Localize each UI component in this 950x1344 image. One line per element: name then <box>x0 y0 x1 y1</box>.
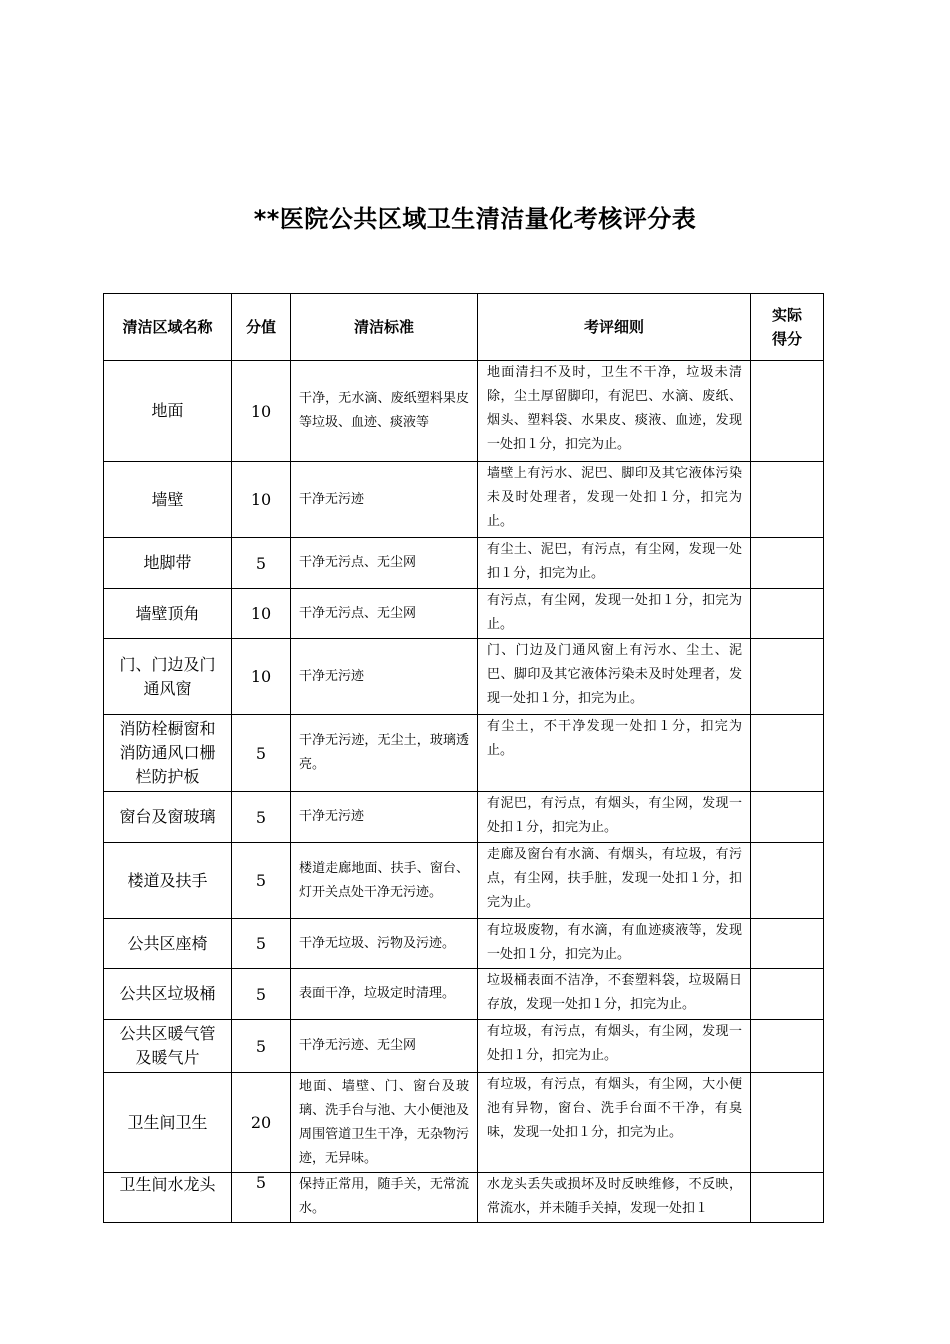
detail-cell: 有垃圾废物，有水滴，有血迹痰液等，发现一处扣１分，扣完为止。 <box>478 919 751 969</box>
standard-cell: 干净无污迹 <box>291 462 478 538</box>
table-row <box>104 589 824 639</box>
detail-cell: 有尘土、泥巴，有污点，有尘网，发现一处扣１分，扣完为止。 <box>478 538 751 589</box>
actual-score-cell[interactable] <box>751 1173 824 1223</box>
actual-score-cell[interactable] <box>751 538 824 589</box>
detail-cell: 水龙头丢失或损坏及时反映维修，不反映，常流水，并未随手关掉，发现一处扣１ <box>478 1173 751 1223</box>
standard-cell: 干净无污迹 <box>291 792 478 843</box>
table-row <box>104 1173 824 1223</box>
table-row <box>104 969 824 1020</box>
standard-cell: 干净无污迹 <box>291 639 478 715</box>
actual-score-cell[interactable] <box>751 969 824 1020</box>
detail-cell: 有尘土，不干净发现一处扣１分，扣完为止。 <box>478 715 751 792</box>
table-header-row <box>104 294 824 361</box>
detail-cell: 有泥巴，有污点，有烟头，有尘网，发现一处扣１分，扣完为止。 <box>478 792 751 843</box>
area-cell: 门、门边及门通风窗 <box>104 639 232 715</box>
table-row <box>104 361 824 462</box>
area-cell: 地面 <box>104 361 232 462</box>
score-cell: 20 <box>232 1073 291 1173</box>
detail-cell: 有污点，有尘网，发现一处扣１分，扣完为止。 <box>478 589 751 639</box>
table-row <box>104 538 824 589</box>
actual-score-cell[interactable] <box>751 1020 824 1073</box>
area-cell: 公共区垃圾桶 <box>104 969 232 1020</box>
score-cell: 10 <box>232 462 291 538</box>
actual-score-cell[interactable] <box>751 792 824 843</box>
standard-cell: 表面干净，垃圾定时清理。 <box>291 969 478 1020</box>
score-cell: 5 <box>232 843 291 919</box>
standard-cell: 干净无垃圾、污物及污迹。 <box>291 919 478 969</box>
score-cell: 5 <box>232 919 291 969</box>
score-cell: 5 <box>232 1173 291 1223</box>
score-cell: 5 <box>232 969 291 1020</box>
header-area: 清洁区域名称 <box>104 294 232 361</box>
detail-cell: 墙壁上有污水、泥巴、脚印及其它液体污染未及时处理者，发现一处扣１分，扣完为止。 <box>478 462 751 538</box>
detail-cell: 有垃圾，有污点，有烟头，有尘网，大小便池有异物，窗台、洗手台面不干净，有臭味，发现一处扣１分，扣完为止。 <box>478 1073 751 1173</box>
standard-cell: 楼道走廊地面、扶手、窗台、灯开关点处干净无污迹。 <box>291 843 478 919</box>
area-cell: 卫生间卫生 <box>104 1073 232 1173</box>
standard-cell: 干净无污迹、无尘网 <box>291 1020 478 1073</box>
actual-score-cell[interactable] <box>751 361 824 462</box>
score-cell: 10 <box>232 639 291 715</box>
header-score: 分值 <box>232 294 291 361</box>
area-cell: 地脚带 <box>104 538 232 589</box>
standard-cell: 干净无污点、无尘网 <box>291 538 478 589</box>
detail-cell: 走廊及窗台有水滴、有烟头，有垃圾，有污点，有尘网，扶手脏，发现一处扣１分，扣完为止。 <box>478 843 751 919</box>
score-cell: 10 <box>232 589 291 639</box>
table-row <box>104 715 824 792</box>
area-cell: 墙壁 <box>104 462 232 538</box>
table-row <box>104 1073 824 1173</box>
score-cell: 5 <box>232 715 291 792</box>
score-cell: 5 <box>232 538 291 589</box>
area-cell: 卫生间水龙头 <box>104 1173 232 1223</box>
score-cell: 5 <box>232 792 291 843</box>
actual-score-cell[interactable] <box>751 589 824 639</box>
standard-cell: 保持正常用，随手关，无常流水。 <box>291 1173 478 1223</box>
area-cell: 窗台及窗玻璃 <box>104 792 232 843</box>
score-table <box>103 293 824 1223</box>
actual-score-cell[interactable] <box>751 715 824 792</box>
table-row <box>104 792 824 843</box>
detail-cell: 门、门边及门通风窗上有污水、尘土、泥巴、脚印及其它液体污染未及时处理者，发现一处扣１分，扣完为止。 <box>478 639 751 715</box>
standard-cell: 地面、墙壁、门、窗台及玻璃、洗手台与池、大小便池及周围管道卫生干净，无杂物污迹，无异味。 <box>291 1073 478 1173</box>
standard-cell: 干净，无水滴、废纸塑料果皮等垃圾、血迹、痰液等 <box>291 361 478 462</box>
detail-cell: 地面清扫不及时，卫生不干净，垃圾未清除，尘土厚留脚印，有泥巴、水滴、废纸、烟头、塑料袋、水果皮、痰液、血迹，发现一处扣１分，扣完为止。 <box>478 361 751 462</box>
area-cell: 楼道及扶手 <box>104 843 232 919</box>
table-row <box>104 919 824 969</box>
score-cell: 5 <box>232 1020 291 1073</box>
area-cell: 公共区座椅 <box>104 919 232 969</box>
standard-cell: 干净无污迹，无尘土，玻璃透亮。 <box>291 715 478 792</box>
header-actual-score: 实际得分 <box>751 294 824 361</box>
actual-score-cell[interactable] <box>751 1073 824 1173</box>
score-cell: 10 <box>232 361 291 462</box>
standard-cell: 干净无污点、无尘网 <box>291 589 478 639</box>
area-cell: 公共区暖气管及暖气片 <box>104 1020 232 1073</box>
detail-cell: 有垃圾，有污点，有烟头，有尘网，发现一处扣１分，扣完为止。 <box>478 1020 751 1073</box>
page-title: **医院公共区域卫生清洁量化考核评分表 <box>253 205 697 233</box>
actual-score-cell[interactable] <box>751 843 824 919</box>
table-row <box>104 1020 824 1073</box>
table-row <box>104 462 824 538</box>
table-row <box>104 843 824 919</box>
area-cell: 消防栓橱窗和消防通风口栅栏防护板 <box>104 715 232 792</box>
actual-score-cell[interactable] <box>751 462 824 538</box>
header-standard: 清洁标准 <box>291 294 478 361</box>
area-cell: 墙壁顶角 <box>104 589 232 639</box>
detail-cell: 垃圾桶表面不洁净，不套塑料袋，垃圾隔日存放，发现一处扣１分，扣完为止。 <box>478 969 751 1020</box>
actual-score-cell[interactable] <box>751 919 824 969</box>
table-row <box>104 639 824 715</box>
actual-score-cell[interactable] <box>751 639 824 715</box>
header-detail: 考评细则 <box>478 294 751 361</box>
